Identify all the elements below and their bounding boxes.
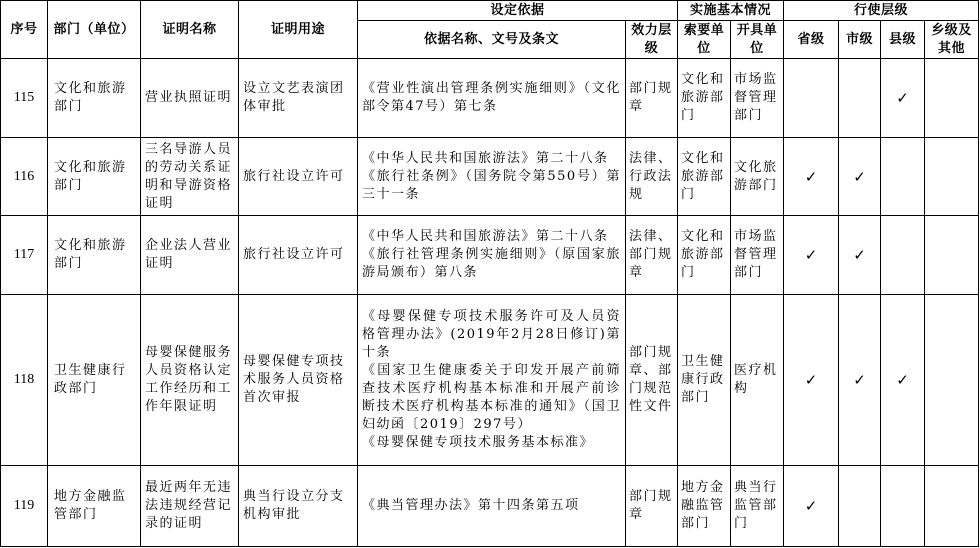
check-icon: ✓ xyxy=(853,246,866,264)
township-level-cell xyxy=(925,216,979,295)
county-level-cell xyxy=(881,138,925,216)
row-number: 119 xyxy=(1,466,48,547)
issuing-unit-cell: 文化旅游部门 xyxy=(731,138,784,216)
requesting-unit-cell: 文化和旅游部门 xyxy=(678,138,731,216)
basis-cell xyxy=(358,138,626,216)
basis-cell xyxy=(358,466,626,547)
basis-document: 《国家卫生健康委关于印发开展产前筛查技术医疗机构基本标准和开展产前诊断技术医疗机构基本标准的通知》（国卫妇幼函〔2019〕297号） xyxy=(362,363,621,432)
header-level-group: 行使层级 xyxy=(784,1,979,21)
header-department: 部门（单位） xyxy=(48,1,141,59)
certificate-use-cell: 设立文艺表演团体审批 xyxy=(239,59,358,138)
effect-level-cell: 部门规章、部门规范性文件 xyxy=(626,295,678,466)
city-level-cell xyxy=(839,216,881,295)
header-row-top xyxy=(1,1,979,21)
city-level-cell xyxy=(839,59,881,138)
basis-document: 《营业性演出管理条例实施细则》（文化部令第47号）第七条 xyxy=(362,81,621,114)
township-level-cell xyxy=(925,138,979,216)
table-body xyxy=(1,59,979,547)
county-level-cell xyxy=(881,466,925,547)
province-level-cell xyxy=(784,295,839,466)
check-icon: ✓ xyxy=(804,246,818,264)
row-number: 117 xyxy=(1,216,48,295)
effect-level-cell: 部门规章 xyxy=(626,466,678,547)
province-level-cell xyxy=(784,138,839,216)
header-township: 乡级及其他 xyxy=(925,21,979,59)
row-number: 116 xyxy=(1,138,48,216)
table-row xyxy=(1,295,979,466)
county-level-cell xyxy=(881,295,925,466)
basis-document: 《母婴保健专项技术服务基本标准》 xyxy=(362,435,595,450)
basis-cell xyxy=(358,295,626,466)
basis-document: 《中华人民共和国旅游法》第二十八条 xyxy=(362,229,609,244)
department-cell: 地方金融监管部门 xyxy=(48,466,141,547)
township-level-cell xyxy=(925,466,979,547)
header-province: 省级 xyxy=(784,21,839,59)
header-county: 县级 xyxy=(881,21,925,59)
effect-level-cell: 法律、行政法规 xyxy=(626,138,678,216)
effect-level-cell: 法律、部门规章 xyxy=(626,216,678,295)
header-implementation-group: 实施基本情况 xyxy=(678,1,784,21)
table-row xyxy=(1,59,979,138)
certificate-name-cell: 营业执照证明 xyxy=(141,59,239,138)
check-icon: ✓ xyxy=(853,371,866,389)
check-icon: ✓ xyxy=(804,167,818,186)
province-level-cell xyxy=(784,216,839,295)
basis-document: 《旅行社条例》（国务院令第550号）第三十一条 xyxy=(362,168,621,202)
issuing-unit-cell: 典当行监管部门 xyxy=(731,466,784,547)
check-icon: ✓ xyxy=(896,89,909,107)
header-requesting-unit: 索要单位 xyxy=(678,21,731,59)
row-number: 118 xyxy=(1,295,48,466)
province-level-cell xyxy=(784,466,839,547)
county-level-cell xyxy=(881,216,925,295)
province-level-cell xyxy=(784,59,839,138)
row-number: 115 xyxy=(1,59,48,138)
requesting-unit-cell: 地方金融监管部门 xyxy=(678,466,731,547)
requesting-unit-cell: 文化和旅游部门 xyxy=(678,59,731,138)
certificate-use-cell: 旅行社设立许可 xyxy=(239,138,358,216)
header-certificate-use: 证明用途 xyxy=(239,1,358,59)
requesting-unit-cell: 文化和旅游部门 xyxy=(678,216,731,295)
issuing-unit-cell: 医疗机构 xyxy=(731,295,784,466)
requesting-unit-cell: 卫生健康行政部门 xyxy=(678,295,731,466)
city-level-cell xyxy=(839,295,881,466)
issuing-unit-cell: 市场监督管理部门 xyxy=(731,59,784,138)
header-effect-level: 效力层级 xyxy=(626,21,678,59)
table-row xyxy=(1,216,979,295)
certificate-name-cell: 最近两年无违法违规经营记录的证明 xyxy=(141,466,239,547)
check-icon: ✓ xyxy=(804,497,818,515)
city-level-cell xyxy=(839,466,881,547)
header-basis-group: 设定依据 xyxy=(358,1,678,21)
basis-document: 《中华人民共和国旅游法》第二十八条 xyxy=(362,150,609,166)
table-header xyxy=(1,1,979,59)
department-cell: 文化和旅游部门 xyxy=(48,216,141,295)
certificate-use-cell: 旅行社设立许可 xyxy=(239,216,358,295)
check-icon: ✓ xyxy=(896,371,909,389)
certificate-name-cell: 三名导游人员的劳动关系证明和导游资格证明 xyxy=(141,138,239,216)
basis-cell xyxy=(358,216,626,295)
certificate-name-cell: 企业法人营业证明 xyxy=(141,216,239,295)
city-level-cell xyxy=(839,138,881,216)
basis-document: 《母婴保健专项技术服务许可及人员资格管理办法》(2019年2月28日修订)第十条 xyxy=(362,309,621,360)
basis-cell xyxy=(358,59,626,138)
header-certificate-name: 证明名称 xyxy=(141,1,239,59)
basis-document: 《旅行社管理条例实施细则》（原国家旅游局颁布）第八条 xyxy=(362,247,621,280)
certificate-name-cell: 母婴保健服务人员资格认定工作经历和工作年限证明 xyxy=(141,295,239,466)
department-cell: 卫生健康行政部门 xyxy=(48,295,141,466)
header-index: 序号 xyxy=(1,1,48,59)
check-icon: ✓ xyxy=(804,371,818,389)
effect-level-cell: 部门规章 xyxy=(626,59,678,138)
certificate-use-cell: 母婴保健专项技术服务人员资格首次审报 xyxy=(239,295,358,466)
header-basis-name: 依据名称、文号及条文 xyxy=(358,21,626,59)
header-issuing-unit: 开具单位 xyxy=(731,21,784,59)
county-level-cell xyxy=(881,59,925,138)
issuing-unit-cell: 市场监督管理部门 xyxy=(731,216,784,295)
township-level-cell xyxy=(925,59,979,138)
department-cell: 文化和旅游部门 xyxy=(48,138,141,216)
check-icon: ✓ xyxy=(853,167,866,186)
table-row xyxy=(1,466,979,547)
basis-document: 《典当管理办法》第十四条第五项 xyxy=(362,498,580,513)
table-row xyxy=(1,138,979,216)
certificate-use-cell: 典当行设立分支机构审批 xyxy=(239,466,358,547)
header-city: 市级 xyxy=(839,21,881,59)
department-cell: 文化和旅游部门 xyxy=(48,59,141,138)
township-level-cell xyxy=(925,295,979,466)
